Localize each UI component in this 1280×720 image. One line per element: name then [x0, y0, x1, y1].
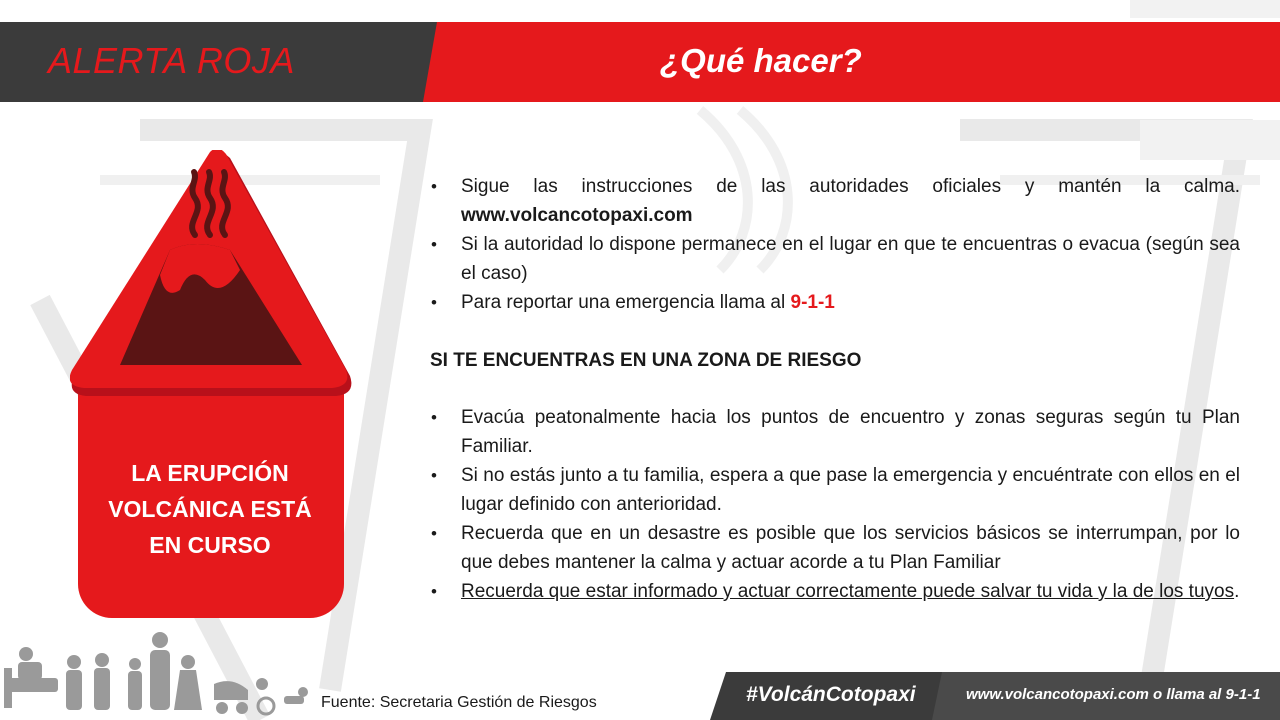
website-link[interactable]: www.volcancotopaxi.com	[461, 205, 693, 226]
instructions-content	[430, 172, 1240, 606]
bullet-icon: •	[431, 524, 437, 543]
list-item	[430, 403, 1240, 461]
emergency-number: 9-1-1	[790, 292, 835, 313]
instruction-text: Si no estás junto a tu familia, espera a que pase la emergencia y encuéntrate con ellos en el lugar definido con anterioridad.	[461, 465, 1240, 515]
alert-level-label: ALERTA ROJA	[48, 40, 295, 81]
list-item	[430, 230, 1240, 288]
instruction-text-end: .	[1234, 581, 1240, 602]
bullet-icon: •	[431, 235, 437, 254]
instruction-text: Sigue las instrucciones de las autoridades oficiales y mantén la calma.	[461, 176, 1240, 197]
list-item	[430, 288, 1240, 317]
bullet-icon: •	[431, 582, 437, 601]
source-note: Fuente: Secretaria Gestión de Riesgos	[321, 694, 597, 711]
list-item	[430, 577, 1240, 606]
instruction-text: Recuerda que estar informado y actuar correctamente puede salvar tu vida y la de los tuyos	[461, 581, 1235, 602]
bullet-icon: •	[431, 408, 437, 427]
bullet-icon: •	[431, 293, 437, 312]
sign-message-line: LA ERUPCIÓN	[131, 460, 289, 486]
instruction-text: Si la autoridad lo dispone permanece en el lugar en que te encuentras o evacua (según sea el caso)	[461, 234, 1240, 284]
instruction-text: Evacúa peatonalmente hacia los puntos de encuentro y zonas seguras según tu Plan Familiar.	[461, 407, 1240, 457]
sign-message	[90, 455, 330, 563]
risk-zone-list	[430, 403, 1240, 606]
list-item	[430, 461, 1240, 519]
contact-info: www.volcancotopaxi.com o llama al 9-1-1	[966, 686, 1261, 703]
instruction-text: Para reportar una emergencia llama al	[461, 292, 791, 313]
list-item	[430, 519, 1240, 577]
instruction-text: Recuerda que en un desastre es posible que los servicios básicos se interrumpan, por lo que debes mantener la calma y actuar acorde a tu Plan Familiar	[461, 523, 1240, 573]
bullet-icon: •	[431, 177, 437, 196]
sign-message-line: VOLCÁNICA ESTÁ	[108, 496, 312, 522]
page-title: ¿Qué hacer?	[660, 42, 862, 79]
bullet-icon: •	[431, 466, 437, 485]
sign-message-line: EN CURSO	[149, 532, 271, 558]
family-illustration	[0, 628, 310, 720]
risk-zone-heading: SI TE ENCUENTRAS EN UNA ZONA DE RIESGO	[430, 350, 862, 371]
general-instructions-list	[430, 172, 1240, 317]
list-item	[430, 172, 1240, 230]
hashtag-label: #VolcánCotopaxi	[746, 683, 916, 706]
